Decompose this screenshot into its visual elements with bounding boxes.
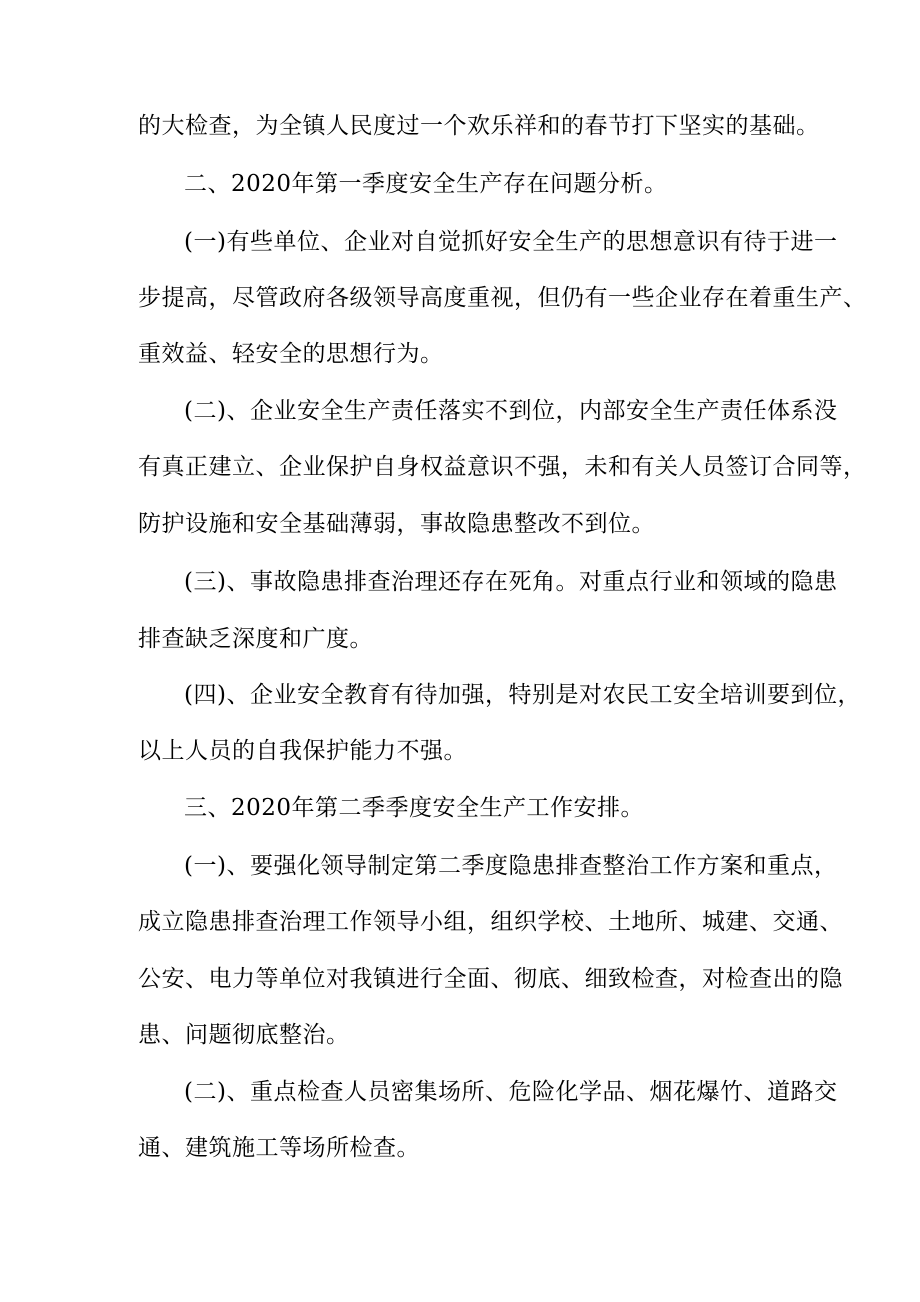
text-line: 重效益、轻安全的思想行为。 (138, 341, 444, 367)
text-line: (二)、企业安全生产责任落实不到位，内部安全生产责任体系没 (184, 398, 838, 424)
text-line: 步提高，尽管政府各级领导高度重视，但仍有一些企业存在着重生产、 (138, 285, 867, 311)
text-line: 防护设施和安全基础薄弱，事故隐患整改不到位。 (138, 511, 655, 537)
text-line: 公安、电力等单位对我镇进行全面、彻底、细致检查，对检查出的隐 (138, 966, 843, 992)
text-line: (一)、要强化领导制定第二季度隐患排查整治工作方案和重点， (184, 853, 838, 879)
text-line: (四)、企业安全教育有待加强，特别是对农民工安全培训要到位， (184, 682, 861, 708)
text-line: 有真正建立、企业保护自身权益意识不强，未和有关人员签订合同等， (138, 454, 867, 480)
section-heading: 三、2020年第二季季度安全生产工作安排。 (184, 795, 645, 821)
text-line: (二)、重点检查人员密集场所、危险化学品、烟花爆竹、道路交 (184, 1079, 838, 1105)
text-line: 通、建筑施工等场所检查。 (138, 1135, 420, 1161)
text-line: 的大检查，为全镇人民度过一个欢乐祥和的春节打下坚实的基础。 (138, 113, 820, 139)
section-heading: 二、2020年第一季度安全生产存在问题分析。 (184, 171, 668, 197)
text-line: 成立隐患排查治理工作领导小组，组织学校、土地所、城建、交通、 (138, 909, 843, 935)
text-line: (一)有些单位、企业对自觉抓好安全生产的思想意识有待于进一 (184, 229, 838, 255)
text-line: 以上人员的自我保护能力不强。 (138, 738, 467, 764)
text-line: 患、问题彻底整治。 (138, 1022, 350, 1048)
text-line: 排查缺乏深度和广度。 (138, 626, 373, 652)
text-line: (三)、事故隐患排查治理还存在死角。对重点行业和领域的隐患 (184, 569, 838, 595)
